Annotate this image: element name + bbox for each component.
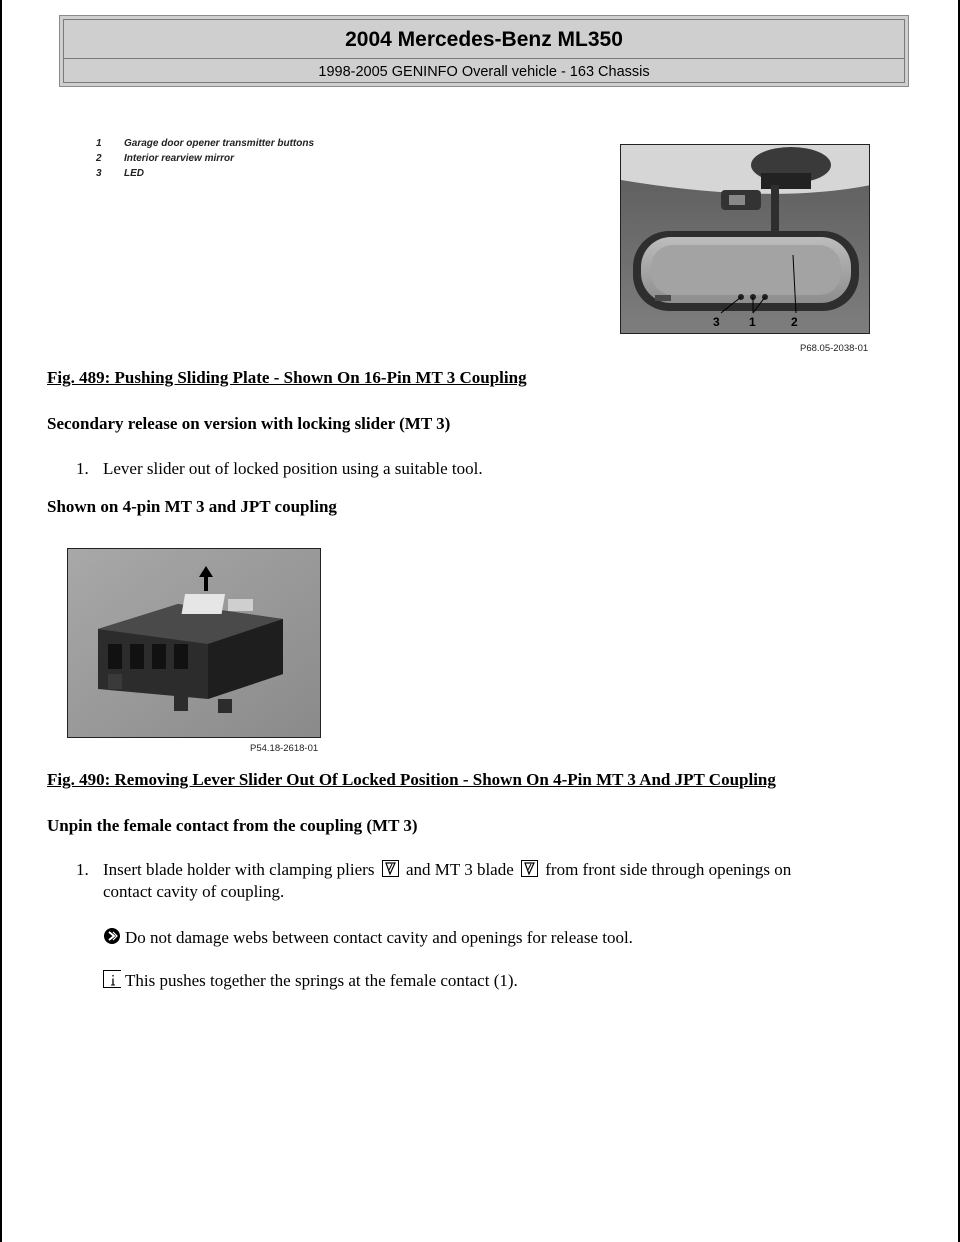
step-text-part: and MT 3 blade (405, 860, 514, 879)
legend-label: Interior rearview mirror (124, 153, 235, 164)
figure-caption: Fig. 489: Pushing Sliding Plate - Shown On 16-Pin MT 3 Coupling (47, 368, 527, 387)
legend-number: 1 (96, 138, 102, 149)
special-tool-icon[interactable] (521, 860, 538, 877)
step-number: 1. (76, 459, 89, 478)
rearview-mirror-illustration (621, 145, 870, 334)
document-subtitle: 1998-2005 GENINFO Overall vehicle - 163 Chassis (318, 64, 650, 80)
caution-arrow-icon (103, 927, 121, 945)
legend-item (96, 136, 314, 151)
step-text (103, 860, 791, 880)
legend-number: 3 (96, 168, 102, 179)
callout-2: 2 (791, 315, 798, 329)
section-heading: Unpin the female contact from the coupling (MT 3) (47, 816, 418, 835)
legend-label: Garage door opener transmitter buttons (124, 138, 315, 149)
header-divider (64, 58, 904, 59)
header-inner-frame (63, 19, 905, 83)
special-tool-icon[interactable] (382, 860, 399, 877)
legend-number: 2 (96, 153, 102, 164)
callout-1: 1 (749, 315, 756, 329)
callout-3: 3 (713, 315, 720, 329)
legend-item (96, 166, 314, 181)
figure-legend (96, 136, 314, 181)
step-text: Lever slider out of locked position using a suitable tool. (103, 459, 483, 478)
figure-caption: Fig. 490: Removing Lever Slider Out Of Locked Position - Shown On 4-Pin MT 3 And JPT Coupling (47, 770, 776, 789)
step-text-part: Insert blade holder with clamping pliers (103, 860, 375, 879)
step-text-part: from front side through openings on (545, 860, 792, 879)
coupling-photo (67, 548, 321, 738)
info-icon (103, 970, 121, 988)
legend-item (96, 151, 314, 166)
coupling-illustration (68, 549, 321, 738)
section-heading: Secondary release on version with locking slider (MT 3) (47, 414, 451, 433)
step-number: 1. (76, 860, 89, 879)
info-note (103, 970, 518, 991)
document-title: 2004 Mercedes-Benz ML350 (345, 28, 623, 51)
info-text: This pushes together the springs at the female contact (1). (125, 971, 518, 990)
page-border-left (0, 0, 2, 1242)
photo-code: P68.05-2038-01 (800, 343, 869, 354)
photo-code: P54.18-2618-01 (250, 743, 319, 754)
page-header (59, 15, 909, 87)
legend-label: LED (124, 168, 144, 179)
section-heading: Shown on 4-pin MT 3 and JPT coupling (47, 497, 337, 516)
step-text-continued: contact cavity of coupling. (103, 882, 285, 901)
caution-note (103, 927, 633, 948)
caution-text: Do not damage webs between contact cavity and openings for release tool. (125, 928, 633, 947)
rearview-mirror-photo (620, 144, 870, 334)
